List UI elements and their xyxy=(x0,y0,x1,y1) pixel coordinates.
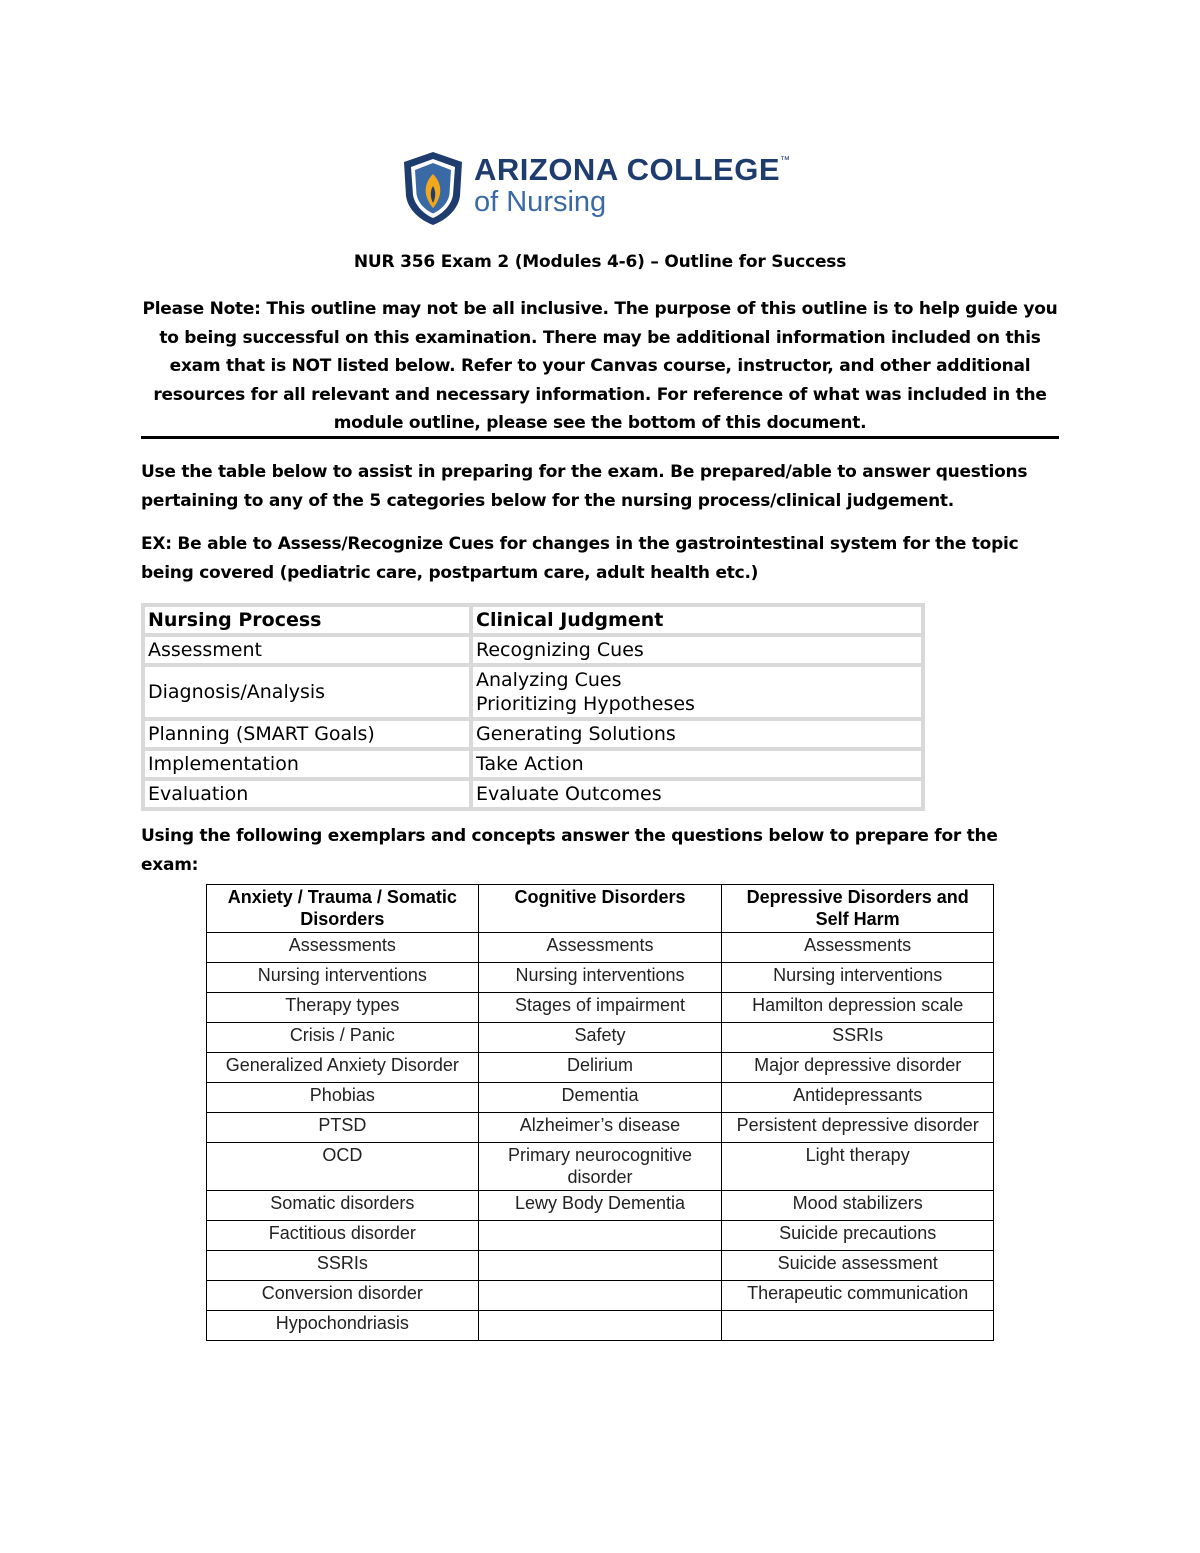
anxiety-cell: Hypochondriasis xyxy=(207,1311,479,1341)
process-cell: Evaluation xyxy=(145,781,469,807)
anxiety-cell: Conversion disorder xyxy=(207,1281,479,1311)
horizontal-rule xyxy=(141,436,1059,439)
table-row xyxy=(207,1053,994,1083)
cognitive-cell: Assessments xyxy=(478,933,722,963)
anxiety-cell: OCD xyxy=(207,1143,479,1191)
anxiety-cell: PTSD xyxy=(207,1113,479,1143)
judgment-cell: Generating Solutions xyxy=(473,721,921,747)
cognitive-cell: Lewy Body Dementia xyxy=(478,1191,722,1221)
table-row xyxy=(207,1251,994,1281)
table-row xyxy=(207,1281,994,1311)
anxiety-cell: Assessments xyxy=(207,933,479,963)
cognitive-cell: Dementia xyxy=(478,1083,722,1113)
depressive-cell: Therapeutic communication xyxy=(722,1281,994,1311)
depressive-cell: Suicide assessment xyxy=(722,1251,994,1281)
document-title: NUR 356 Exam 2 (Modules 4-6) – Outline for Success xyxy=(353,252,847,272)
table-row xyxy=(207,1221,994,1251)
anxiety-cell: Factitious disorder xyxy=(207,1221,479,1251)
shield-flame-icon xyxy=(402,150,464,226)
cognitive-cell xyxy=(478,1251,722,1281)
judgment-cell: Evaluate Outcomes xyxy=(473,781,921,807)
cognitive-cell: Alzheimer’s disease xyxy=(478,1113,722,1143)
cognitive-cell xyxy=(478,1311,722,1341)
table-header-row xyxy=(207,885,994,933)
anxiety-cell: Somatic disorders xyxy=(207,1191,479,1221)
table-row xyxy=(207,1311,994,1341)
logo-subtitle: of Nursing xyxy=(474,186,607,218)
cognitive-cell: Delirium xyxy=(478,1053,722,1083)
table-row xyxy=(207,1113,994,1143)
table-row xyxy=(145,781,921,807)
table-row xyxy=(145,667,921,717)
table-row xyxy=(207,993,994,1023)
anxiety-cell: Generalized Anxiety Disorder xyxy=(207,1053,479,1083)
header-clinical-judgment: Clinical Judgment xyxy=(473,607,921,633)
example-paragraph: EX: Be able to Assess/Recognize Cues for changes in the gastrointestinal system for the topic being covered (pediatric care, postpartum care, adult health etc.) xyxy=(141,534,1019,583)
intro-paragraph: Use the table below to assist in preparing for the exam. Be prepared/able to answer questions pertaining to any of the 5 categories below for the nursing process/clinical judgement. xyxy=(141,462,1028,511)
judgment-cell: Take Action xyxy=(473,751,921,777)
cognitive-cell: Safety xyxy=(478,1023,722,1053)
depressive-cell: Major depressive disorder xyxy=(722,1053,994,1083)
anxiety-cell: SSRIs xyxy=(207,1251,479,1281)
table-header-row xyxy=(145,607,921,633)
table-row xyxy=(207,933,994,963)
exemplars-table-body xyxy=(207,933,994,1341)
process-cell: Diagnosis/Analysis xyxy=(145,667,469,717)
exemplars-intro: Using the following exemplars and concepts answer the questions below to prepare for the exam: xyxy=(141,826,998,875)
header-cognitive-disorders: Cognitive Disorders xyxy=(478,885,722,933)
judgment-line: Analyzing Cues xyxy=(476,669,622,691)
please-note-paragraph: Please Note: This outline may not be all inclusive. The purpose of this outline is to help guide you to being successful on this examination. There may be additional information included on this exam that is NOT listed below. Refer to your Canvas course, instructor, and other additional resources for all relevant and necessary information. For reference of what was included in the module outline, please see the bottom of this document. xyxy=(142,299,1058,433)
anxiety-cell: Nursing interventions xyxy=(207,963,479,993)
cognitive-cell xyxy=(478,1221,722,1251)
nursing-process-table xyxy=(141,603,925,811)
header-depressive-disorders: Depressive Disorders and Self Harm xyxy=(722,885,994,933)
table-row xyxy=(207,1143,994,1191)
process-cell: Assessment xyxy=(145,637,469,663)
depressive-cell: Light therapy xyxy=(722,1143,994,1191)
depressive-cell: Nursing interventions xyxy=(722,963,994,993)
cognitive-cell: Stages of impairment xyxy=(478,993,722,1023)
judgment-line: Prioritizing Hypotheses xyxy=(476,693,695,715)
depressive-cell: Mood stabilizers xyxy=(722,1191,994,1221)
process-cell: Implementation xyxy=(145,751,469,777)
depressive-cell xyxy=(722,1311,994,1341)
cognitive-cell: Nursing interventions xyxy=(478,963,722,993)
table-row xyxy=(145,637,921,663)
header-anxiety-trauma-somatic: Anxiety / Trauma / Somatic Disorders xyxy=(207,885,479,933)
cognitive-cell: Primary neurocognitive disorder xyxy=(478,1143,722,1191)
depressive-cell: Persistent depressive disorder xyxy=(722,1113,994,1143)
header-nursing-process: Nursing Process xyxy=(145,607,469,633)
depressive-cell: Antidepressants xyxy=(722,1083,994,1113)
judgment-cell: Recognizing Cues xyxy=(473,637,921,663)
logo-wordmark: ARIZONA COLLEGE™ xyxy=(474,152,791,187)
depressive-cell: Hamilton depression scale xyxy=(722,993,994,1023)
table-row xyxy=(207,1191,994,1221)
cognitive-cell xyxy=(478,1281,722,1311)
anxiety-cell: Phobias xyxy=(207,1083,479,1113)
anxiety-cell: Therapy types xyxy=(207,993,479,1023)
depressive-cell: Assessments xyxy=(722,933,994,963)
exemplars-table xyxy=(206,884,994,1341)
depressive-cell: SSRIs xyxy=(722,1023,994,1053)
table-row xyxy=(207,963,994,993)
table-row xyxy=(145,721,921,747)
judgment-cell xyxy=(473,667,921,717)
arizona-college-logo xyxy=(402,150,802,230)
table-row xyxy=(207,1023,994,1053)
anxiety-cell: Crisis / Panic xyxy=(207,1023,479,1053)
process-cell: Planning (SMART Goals) xyxy=(145,721,469,747)
table-row xyxy=(207,1083,994,1113)
depressive-cell: Suicide precautions xyxy=(722,1221,994,1251)
table-row xyxy=(145,751,921,777)
